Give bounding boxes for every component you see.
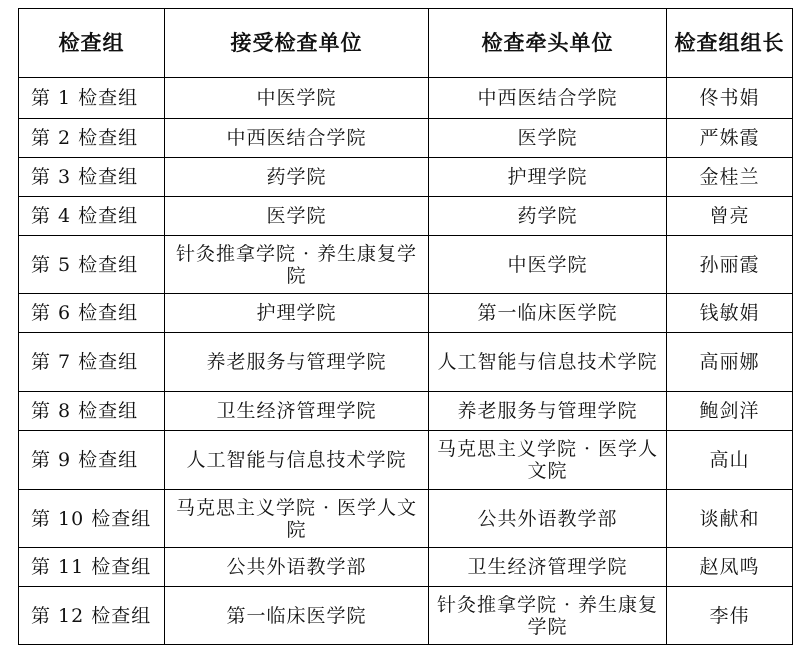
table-row [19, 333, 793, 392]
group-cell: 第 6 检查组 [19, 294, 165, 333]
table-row [19, 197, 793, 236]
inspected-unit-cell: 公共外语教学部 [165, 548, 429, 587]
header-lead-unit: 检查牵头单位 [429, 9, 667, 78]
table-row [19, 490, 793, 548]
table-row [19, 392, 793, 431]
leader-cell: 谈献和 [667, 490, 793, 548]
lead-unit-cell: 药学院 [429, 197, 667, 236]
group-cell: 第 3 检查组 [19, 158, 165, 197]
table-row [19, 294, 793, 333]
lead-unit-cell: 中医学院 [429, 236, 667, 294]
inspected-unit-cell: 护理学院 [165, 294, 429, 333]
inspected-unit-cell: 第一临床医学院 [165, 587, 429, 645]
leader-cell: 钱敏娟 [667, 294, 793, 333]
table-row [19, 587, 793, 645]
leader-cell: 高丽娜 [667, 333, 793, 392]
table-row [19, 548, 793, 587]
group-cell: 第 1 检查组 [19, 78, 165, 119]
leader-cell: 赵凤鸣 [667, 548, 793, 587]
group-cell: 第 4 检查组 [19, 197, 165, 236]
header-inspected-unit: 接受检查单位 [165, 9, 429, 78]
inspected-unit-cell: 药学院 [165, 158, 429, 197]
group-cell: 第 8 检查组 [19, 392, 165, 431]
table-row [19, 236, 793, 294]
inspected-unit-cell: 中医学院 [165, 78, 429, 119]
inspected-unit-cell: 医学院 [165, 197, 429, 236]
inspected-unit-cell: 养老服务与管理学院 [165, 333, 429, 392]
lead-unit-cell: 养老服务与管理学院 [429, 392, 667, 431]
table-row [19, 119, 793, 158]
inspected-unit-cell: 卫生经济管理学院 [165, 392, 429, 431]
inspected-unit-cell: 针灸推拿学院 · 养生康复学院 [165, 236, 429, 294]
group-cell: 第 5 检查组 [19, 236, 165, 294]
group-cell: 第 9 检查组 [19, 431, 165, 490]
leader-cell: 严姝霞 [667, 119, 793, 158]
leader-cell: 高山 [667, 431, 793, 490]
lead-unit-cell: 公共外语教学部 [429, 490, 667, 548]
group-cell: 第 2 检查组 [19, 119, 165, 158]
leader-cell: 佟书娟 [667, 78, 793, 119]
table-body [19, 78, 793, 645]
inspected-unit-cell: 人工智能与信息技术学院 [165, 431, 429, 490]
lead-unit-cell: 针灸推拿学院 · 养生康复学院 [429, 587, 667, 645]
group-cell: 第 7 检查组 [19, 333, 165, 392]
lead-unit-cell: 护理学院 [429, 158, 667, 197]
lead-unit-cell: 医学院 [429, 119, 667, 158]
header-group-leader: 检查组组长 [667, 9, 793, 78]
leader-cell: 金桂兰 [667, 158, 793, 197]
group-cell: 第 12 检查组 [19, 587, 165, 645]
leader-cell: 曾亮 [667, 197, 793, 236]
inspection-schedule-table [18, 8, 793, 645]
group-cell: 第 11 检查组 [19, 548, 165, 587]
table-row [19, 158, 793, 197]
leader-cell: 孙丽霞 [667, 236, 793, 294]
table-row [19, 78, 793, 119]
table-row [19, 431, 793, 490]
lead-unit-cell: 马克思主义学院 · 医学人文院 [429, 431, 667, 490]
leader-cell: 李伟 [667, 587, 793, 645]
lead-unit-cell: 中西医结合学院 [429, 78, 667, 119]
header-group: 检查组 [19, 9, 165, 78]
lead-unit-cell: 人工智能与信息技术学院 [429, 333, 667, 392]
group-cell: 第 10 检查组 [19, 490, 165, 548]
inspected-unit-cell: 马克思主义学院 · 医学人文院 [165, 490, 429, 548]
inspected-unit-cell: 中西医结合学院 [165, 119, 429, 158]
table-header-row [19, 9, 793, 78]
lead-unit-cell: 卫生经济管理学院 [429, 548, 667, 587]
leader-cell: 鲍剑洋 [667, 392, 793, 431]
lead-unit-cell: 第一临床医学院 [429, 294, 667, 333]
